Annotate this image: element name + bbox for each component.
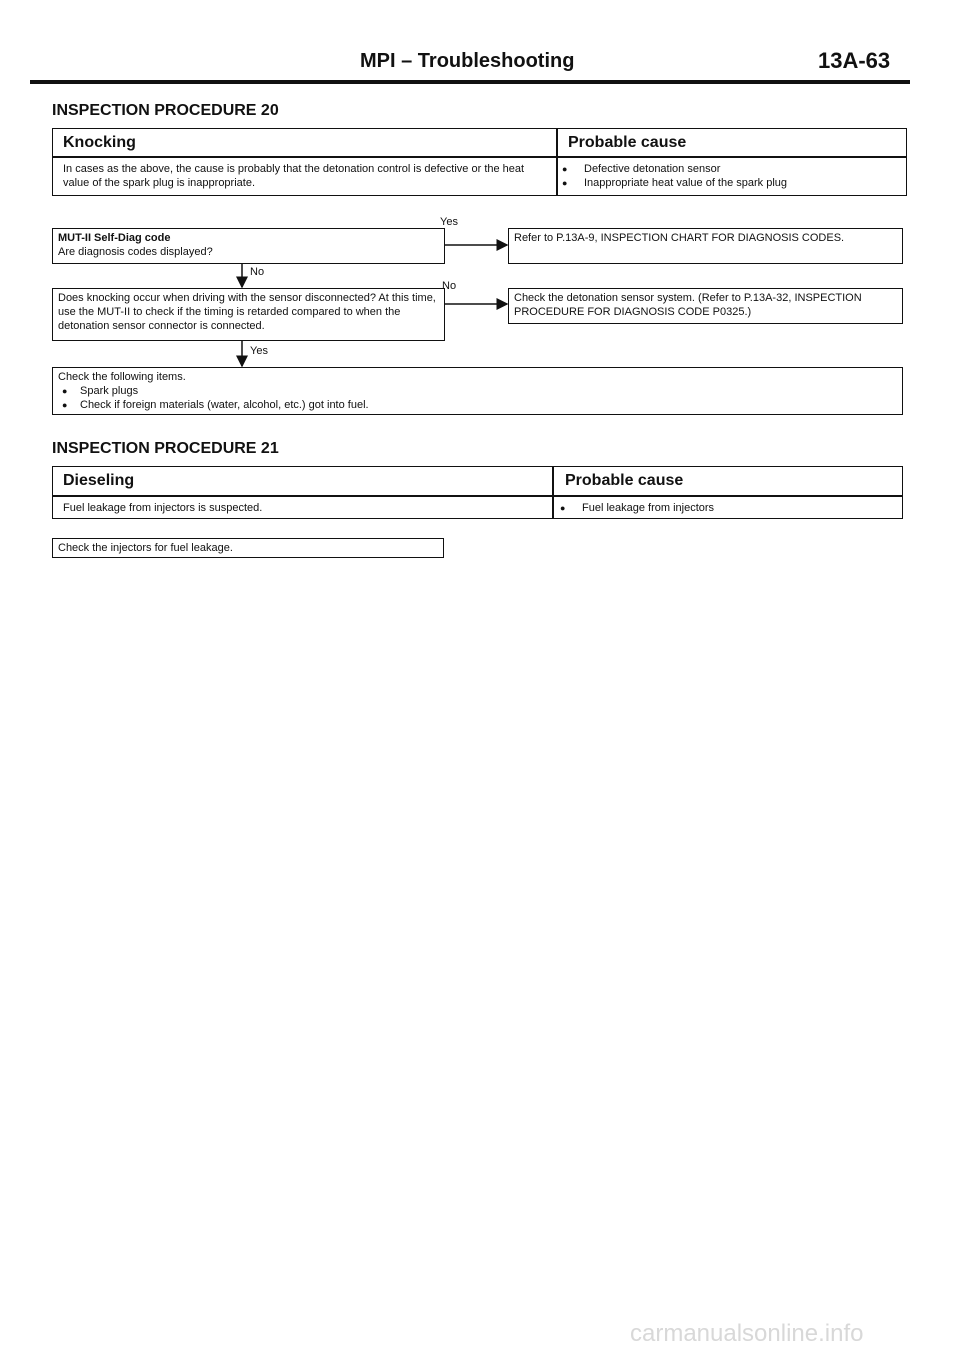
check-items-list [58,384,897,412]
procedure-21-table [52,466,903,519]
table-row-divider [53,495,902,497]
flow-step-injector-check: Check the injectors for fuel leakage. [52,538,444,558]
list-item: ● Inappropriate heat value of the spark plug [558,176,898,190]
procedure-20-heading: INSPECTION PROCEDURE 20 [52,102,279,119]
flow-step-self-diag [52,228,445,264]
symptom-title: Dieseling [63,472,135,489]
no-label: No [442,280,457,292]
symptom-title: Knocking [63,134,136,151]
yes-label: Yes [250,345,268,357]
probable-cause-title: Probable cause [568,134,687,151]
symptom-description: Fuel leakage from injectors is suspected. [63,502,263,514]
list-item: ● Spark plugs [58,384,897,398]
flow-result-detonation-sensor: Check the detonation sensor system. (Refer to P.13A-32, INSPECTION PROCEDURE FOR DIAGNOSIS CODE P0325.) [508,288,903,324]
flow-step-knocking-check: Does knocking occur when driving with the sensor disconnected? At this time, use the MUT-II to check if the timing is retarded compared to when the detonation sensor connector is connected. [52,288,445,341]
watermark: carmanualsonline.info [630,1320,864,1347]
flow-step-question: Are diagnosis codes displayed? [58,246,213,258]
probable-cause-title: Probable cause [565,472,684,489]
symptom-description: In cases as the above, the cause is probably that the detonation control is defective or the heat value of the spark plug is inappropriate. [63,163,525,189]
page-number: 13A-63 [818,48,891,73]
check-items-intro: Check the following items. [58,371,186,383]
list-item: ● Defective detonation sensor [558,162,898,176]
procedure-21-heading: INSPECTION PROCEDURE 21 [52,440,279,457]
table-column-divider [552,467,554,518]
page-header-title: MPI – Troubleshooting [360,50,575,72]
flow-result-diagnosis-chart: Refer to P.13A-9, INSPECTION CHART FOR DIAGNOSIS CODES. [508,228,903,264]
no-label: No [250,266,265,278]
yes-label: Yes [440,216,458,228]
probable-cause-list [556,501,896,515]
flow-step-check-items [52,367,903,415]
flow-step-title: MUT-II Self-Diag code [58,232,171,244]
list-item: ● Fuel leakage from injectors [556,501,896,515]
list-item: ● Check if foreign materials (water, alcohol, etc.) got into fuel. [58,398,897,412]
